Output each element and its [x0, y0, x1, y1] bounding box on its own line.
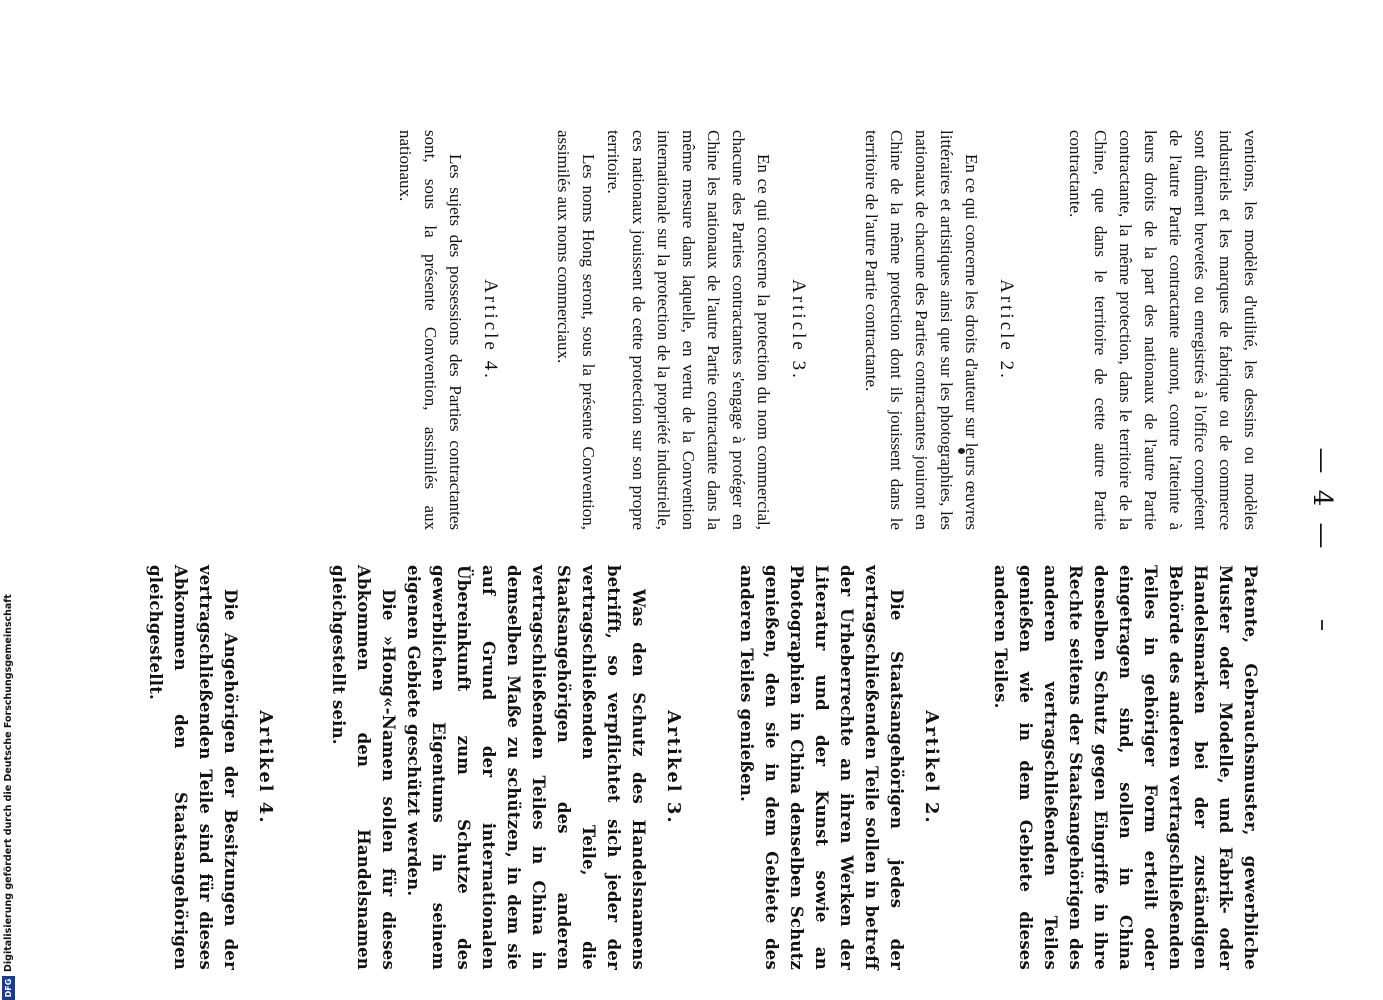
german-article-4-title: Artikel 4. — [255, 710, 276, 825]
german-article-2-title: Artikel 2. — [921, 710, 942, 825]
french-article-2-title: Article 2. — [996, 279, 1017, 381]
french-article-3 — [551, 130, 811, 530]
german-article-3-title: Artikel 3. — [663, 710, 684, 825]
german-continuation-text: Patente, Gebrauchsmuster, gewerbliche Muster oder Modelle, und Fabrik- oder Handelsmarken bei der zuständigen Behörde des anderen vertragschließenden Teiles in gehöriger Form erteilt oder eingetragen sind, sollen in China denselben Schutz gegen Eingriffe in ihre Rechte seitens der Staatsangehörigen des anderen vertragschließenden Teiles genießen wie in dem Gebiete dieses anderen Teiles. — [991, 565, 1260, 970]
german-column — [95, 565, 1263, 970]
dfg-logo-icon: DFG — [2, 976, 15, 1000]
french-article-4-title: Article 4. — [480, 279, 501, 381]
french-article-4 — [393, 130, 503, 530]
french-column — [345, 130, 1263, 530]
german-article-3 — [326, 565, 686, 970]
german-article-4 — [143, 565, 278, 970]
french-continuation-text: ventions, les modèles d'utilité, les dessins ou modèles industriels et les marques de fabrique ou de commerce sont dûment brevetés ou enregistrés à l'office compétent de l'autre Partie contractante auront, contre l'atteinte à leurs droits de la part des nationaux de l'autre Partie contractante, la même protection, dans le territoire de la Chine, que dans le territoire de cette autre Partie contractante. — [1066, 130, 1260, 530]
german-article-2-text: Die Staatsangehörigen jedes der vertragschließenden Teile sollen in betreff der Urheberrechte an ihren Werken der Literatur und der Kunst sowie an Photographien in China denselben Schutz genießen, den sie in dem Gebiete des anderen Teiles genießen. — [737, 565, 906, 970]
digitization-footer — [2, 594, 16, 1000]
german-article-3-text-2: Die »Hong«-Namen sollen für dieses Abkommen den Handelsnamen gleichgestellt sein. — [329, 565, 398, 970]
french-article-3-text-1: En ce qui concerne la protection du nom commercial, chacune des Parties contractantes s'engage à protéger en Chine les nationaux de l'autre Partie contractante dans la même mesure dans laquelle, en vertu de la Convention internationale sur la protection de la propriété industrielle, ces nationaux jouissent de cette protection sur son propre territoire. — [604, 130, 773, 530]
french-article-2 — [859, 130, 1019, 530]
french-article-2-text: En ce qui concerne les droits d'auteur sur leurs œuvres littéraires et artistiques ainsi que sur les photographies, les nationaux de chacune des Parties contractantes jouiront en Chine de la même protection dont ils jouissent dans le territoire de l'autre Partie contractante. — [862, 130, 981, 530]
german-continuation-block — [988, 565, 1263, 970]
page-number: — 4 — — [1307, 447, 1337, 553]
german-article-3-text-1: Was den Schutz des Handelsnamens betrifft, so verpflichtet sich jeder der vertragschließenden Teile, die Staatsangehörigen des anderen vertragschließenden Teiles in China in demselben Maße zu schützen, in dem sie auf Grund der internationalen Übereinkunft zum Schutze des gewerblichen Eigentums in seinem eigenen Gebiete geschützt werden. — [404, 565, 648, 970]
footer-text: Digitalisierung gefördert durch die Deutsche Forschungsgemeinschaft — [3, 594, 14, 972]
french-continuation-block — [1063, 130, 1263, 530]
french-article-4-text: Les sujets des possessions des Parties contractantes sont, sous la présente Convention, assimilés aux nationaux. — [396, 130, 465, 530]
margin-mark — [1321, 620, 1323, 630]
french-article-3-title: Article 3. — [788, 279, 809, 381]
german-article-4-text: Die Angehörigen der Besitzungen der vertragschließenden Teile sind für dieses Abkommen den Staatsangehörigen gleichgestellt. — [146, 565, 240, 970]
french-article-3-text-2: Les noms Hong seront, sous la présente Convention, assimilés aux noms commerciaux. — [554, 130, 598, 530]
german-article-2 — [734, 565, 944, 970]
